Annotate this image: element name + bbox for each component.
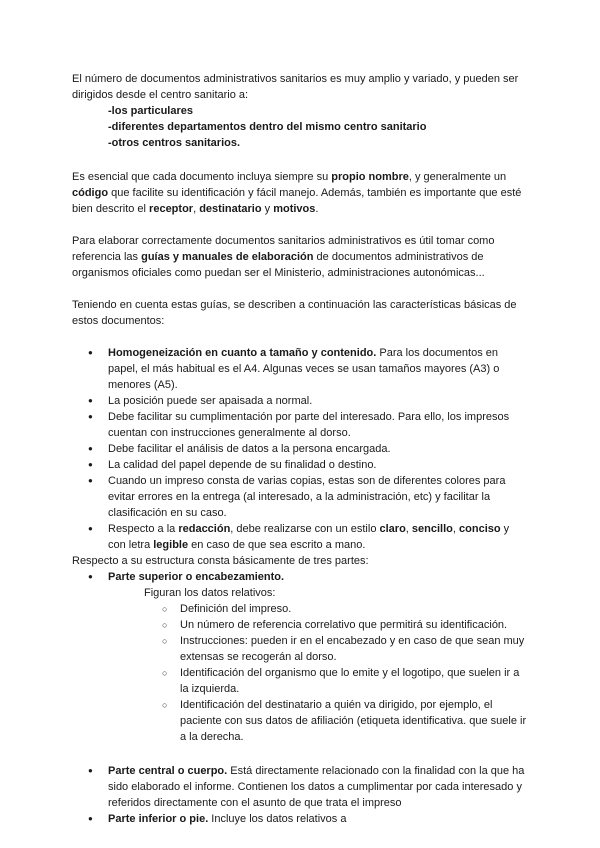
list-item: ● Debe facilitar el análisis de datos a la persona encargada. xyxy=(72,441,528,457)
list-item: ○ Definición del impreso. xyxy=(72,601,528,617)
recipient-item: -otros centros sanitarios. xyxy=(108,137,241,149)
header-data-list xyxy=(72,601,528,745)
list-item: ● Respecto a la redacción, debe realizarse con un estilo claro, sencillo, conciso y con letra legible en caso de que sea escrito a mano. xyxy=(72,521,528,553)
structure-part-footer: ● Parte inferior o pie. Incluye los datos relativos a xyxy=(72,811,528,827)
guides-paragraph: Para elaborar correctamente documentos sanitarios administrativos es útil tomar como referencia las guías y manuales de elaboración de documentos administrativos de organismos oficiales como puedan ser el Ministerio, administraciones autonómicas... xyxy=(72,235,495,279)
list-item: ○ Instrucciones: pueden ir en el encabezado y en caso de que sean muy extensas se recogerán al dorso. xyxy=(72,633,528,665)
list-item: ● La posición puede ser apaisada a normal. xyxy=(72,393,528,409)
recipient-list xyxy=(108,103,528,151)
naming-paragraph: Es esencial que cada documento incluya siempre su propio nombre, y generalmente un código que facilite su identificación y fácil manejo. Además, también es importante que esté bien descrito el receptor, destinatario y motivos. xyxy=(72,171,522,215)
recipient-item: -diferentes departamentos dentro del mismo centro sanitario xyxy=(108,121,427,133)
list-item: ● Debe facilitar su cumplimentación por parte del interesado. Para ello, los impresos cuentan con instrucciones generalmente al dorso. xyxy=(72,409,528,441)
list-item: ● Cuando un impreso consta de varias copias, estas son de diferentes colores para evitar errores en la entrega (al interesado, a la administración, etc) y facilitar la clasificación en su caso. xyxy=(72,473,528,521)
intro-paragraph: El número de documentos administrativos sanitarios es muy amplio y variado, y pueden ser dirigidos desde el centro sanitario a: xyxy=(72,73,519,101)
structure-part-header: ● Parte superior o encabezamiento. xyxy=(72,569,528,585)
structure-list xyxy=(72,569,528,585)
list-item: ○ Identificación del destinatario a quién va dirigido, por ejemplo, el paciente con sus datos de afiliación (etiqueta identificativa. que suele ir a la derecha. xyxy=(72,697,528,745)
list-item: ○ Un número de referencia correlativo que permitirá su identificación. xyxy=(72,617,528,633)
structure-part-body: ● Parte central o cuerpo. Está directamente relacionado con la finalidad con la que ha sido elaborado el informe. Contienen los datos a cumplimentar por cada interesado y referidos directamente con el asunto de que trata el impreso xyxy=(72,763,528,811)
characteristics-list xyxy=(72,345,528,553)
recipient-item: -los particulares xyxy=(108,105,193,117)
document-body xyxy=(72,71,528,827)
list-item: ● La calidad del papel depende de su finalidad o destino. xyxy=(72,457,528,473)
structure-list-continued xyxy=(72,763,528,827)
header-data-intro: Figuran los datos relativos: xyxy=(144,587,276,599)
spacer xyxy=(72,745,528,763)
list-item: ○ Identificación del organismo que lo emite y el logotipo, que suelen ir a la izquierda. xyxy=(72,665,528,697)
structure-intro: Respecto a su estructura consta básicamente de tres partes: xyxy=(72,555,369,567)
characteristics-intro: Teniendo en cuenta estas guías, se describen a continuación las características básicas de estos documentos: xyxy=(72,299,517,327)
list-item: ● Homogeneización en cuanto a tamaño y contenido. Para los documentos en papel, el más habitual es el A4. Algunas veces se usan tamaños mayores (A3) o menores (A5). xyxy=(72,345,528,393)
